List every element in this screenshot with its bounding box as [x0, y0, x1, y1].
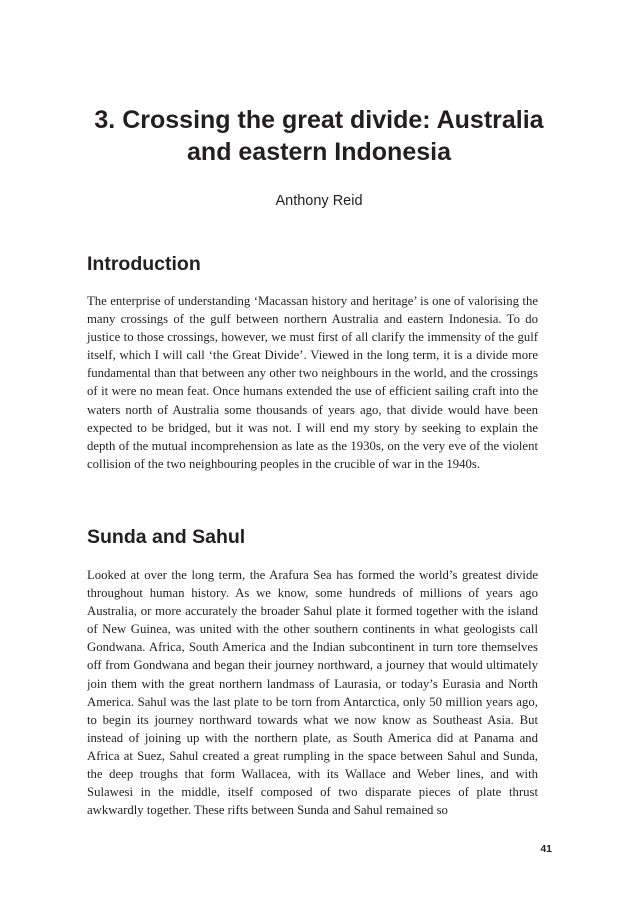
chapter-author: Anthony Reid [275, 193, 363, 209]
chapter-title-line-1: 3. Crossing the great divide: Australia [94, 106, 544, 134]
section-heading-sunda-and-sahul: Sunda and Sahul [87, 526, 246, 548]
chapter-title-line-2: and eastern Indonesia [187, 138, 451, 166]
sunda-sahul-paragraph: Looked at over the long term, the Arafura Sea has formed the world’s greatest divide throughout human history. As we know, some hundreds of millions of years ago Australia, or more accurately the broader Sahul plate it formed together with the island of New Guinea, was united with the other southern continents in what geologists call Gondwana. Africa, South America and the Indian subcontinent in turn tore themselves off from Gondwana and began their journey northward, a journey that would ultimately join them with the great northern landmass of Laurasia, or today’s Eurasia and North America. Sahul was the last plate to be torn from Antarctica, only 50 million years ago, to begin its journey northward towards what we now know as Southeast Asia. But instead of joining up with the northern plate, as South America did at Panama and Africa at Suez, Sahul created a great rumpling in the space between Sahul and Sunda, the deep troughs that form Wallacea, with its Wallace and Weber lines, and with Sulawesi in the middle, itself composed of two disparate pieces of plate thrust awkwardly together. These rifts between Sunda and Sahul remained so [87, 568, 538, 818]
section-heading-introduction: Introduction [87, 253, 201, 275]
introduction-paragraph: The enterprise of understanding ‘Macassan history and heritage’ is one of valorising the many crossings of the gulf between northern Australia and eastern Indonesia. To do justice to those crossings, however, we must first of all clarify the immensity of the gulf itself, which I will call ‘the Great Divide’. Viewed in the long term, it is a divide more fundamental than that between any other two neighbours in the world, and the crossings of it were no mean feat. Once humans extended the use of efficient sailing craft into the waters north of Australia some thousands of years ago, that divide would have been expected to be bridged, but it was not. I will end my story by seeking to explain the depth of the mutual incomprehension as late as the 1930s, on the very eve of the violent collision of the two neighbouring peoples in the crucible of war in the 1940s. [87, 294, 538, 471]
page-number: 41 [540, 843, 552, 855]
chapter-title [80, 104, 558, 168]
